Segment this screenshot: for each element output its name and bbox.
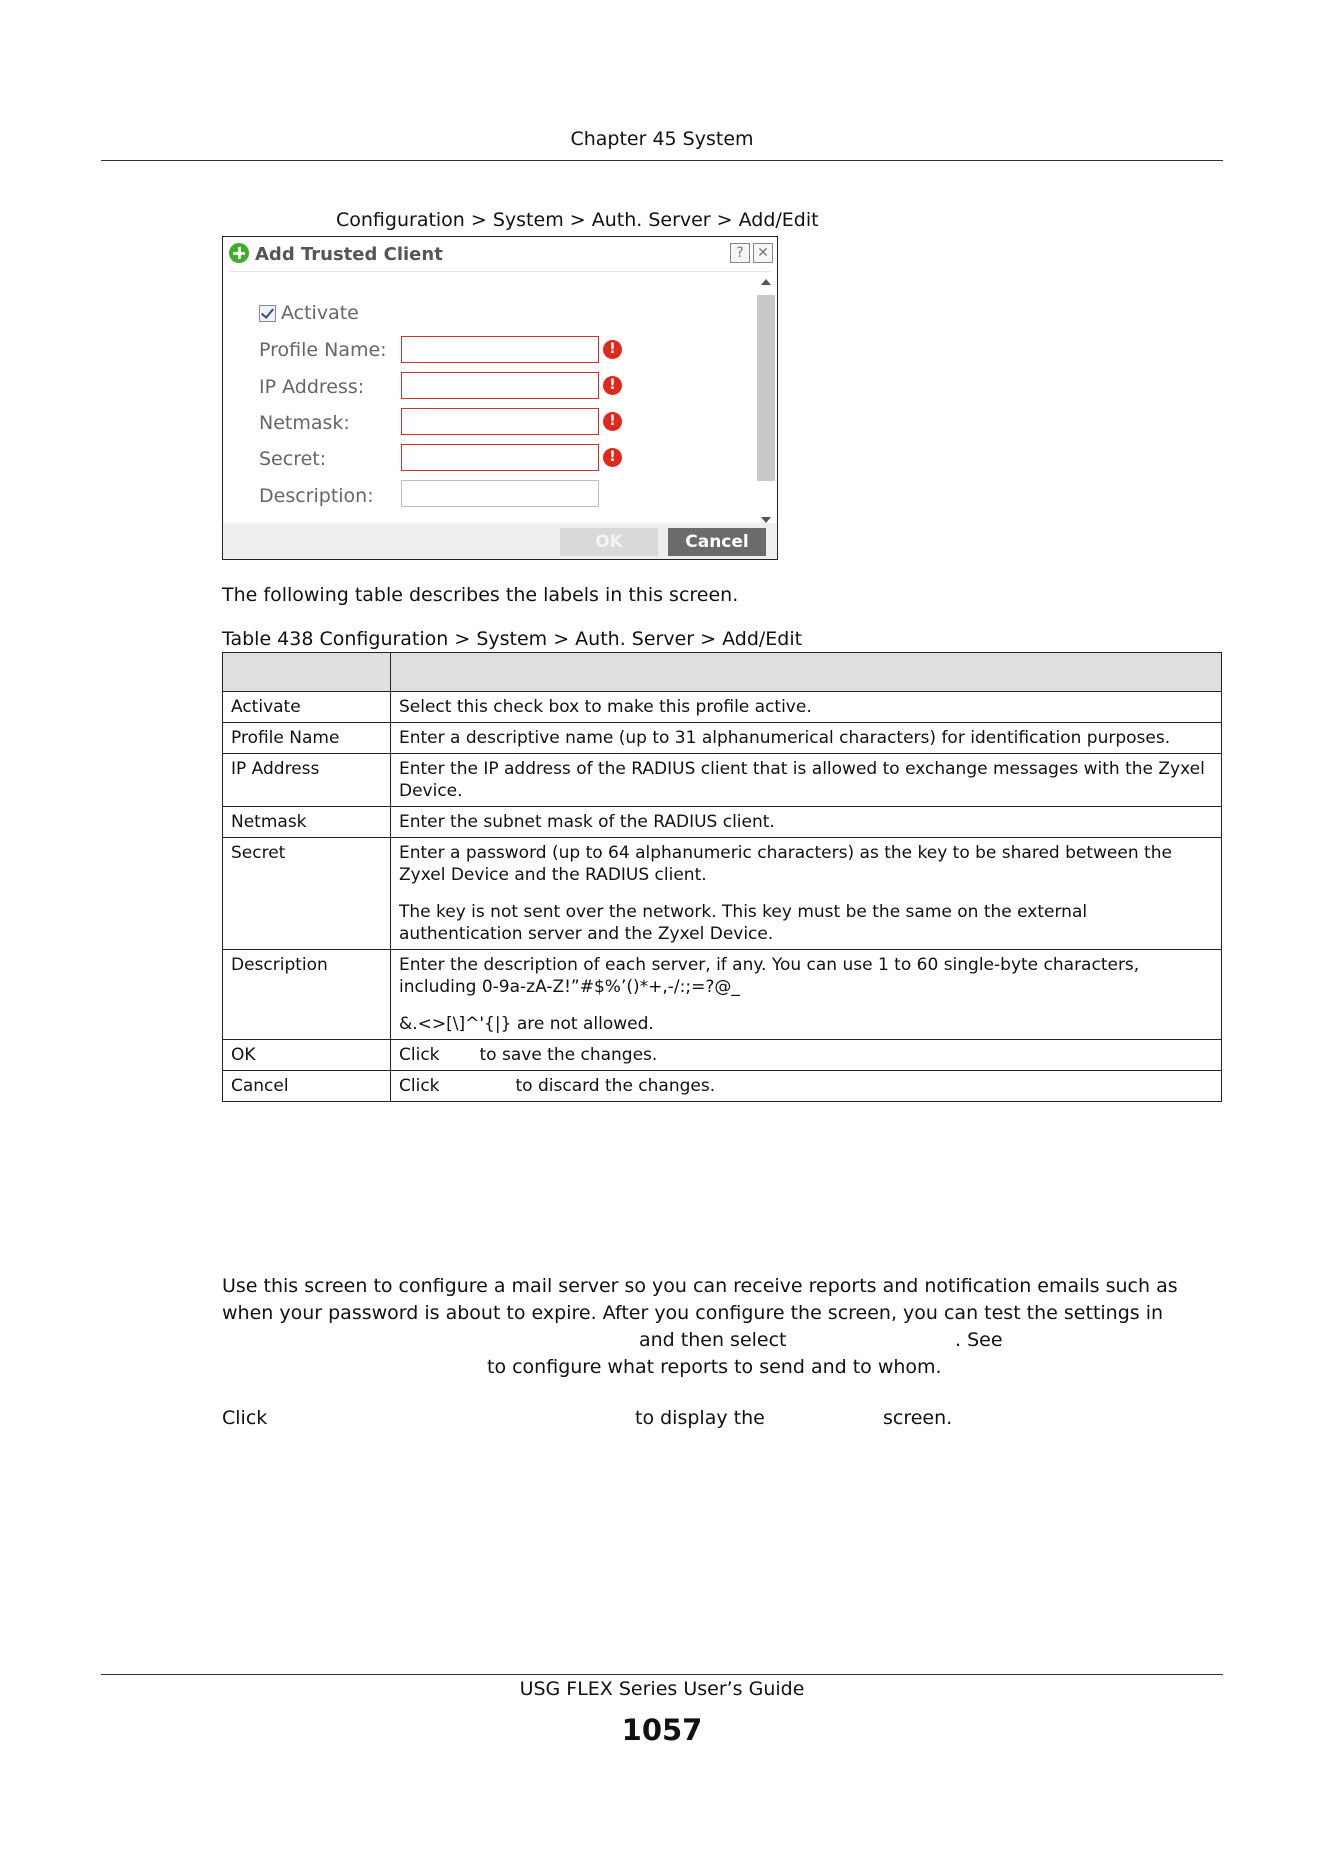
row-label: Netmask (223, 807, 391, 838)
table-caption: Table 438 Configuration > System > Auth. Server > Add/Edit (222, 628, 803, 650)
add-plus-icon (229, 243, 249, 263)
table-row (223, 754, 1222, 807)
table-header-label (223, 653, 391, 692)
add-trusted-client-dialog (222, 236, 778, 560)
cancel-button[interactable]: Cancel (668, 528, 766, 556)
body-line: Use this screen to configure a mail server so you can receive reports and notification emails such as (222, 1275, 1178, 1297)
dialog-title: Add Trusted Client (255, 244, 443, 265)
help-icon[interactable]: ? (730, 243, 750, 263)
row-label: IP Address (223, 754, 391, 807)
description-paragraph: Enter the subnet mask of the RADIUS client. (399, 812, 775, 832)
scroll-thumb[interactable] (757, 295, 775, 481)
page-number: 1057 (621, 1713, 703, 1747)
description-paragraph (399, 1075, 1213, 1097)
ip-address-input[interactable] (401, 372, 599, 399)
ip-address-label: IP Address: (259, 376, 365, 398)
netmask-label: Netmask: (259, 412, 350, 434)
row-label: OK (223, 1040, 391, 1071)
row-label: Description (223, 950, 391, 1040)
labels-table (222, 652, 1222, 1102)
click-instruction: screen. (883, 1407, 953, 1429)
click-instruction: Click (222, 1407, 268, 1429)
table-row (223, 1040, 1222, 1071)
table-row (223, 1071, 1222, 1102)
dialog-divider (229, 271, 771, 272)
secret-label: Secret: (259, 448, 327, 470)
activate-label: Activate (281, 302, 359, 324)
description-paragraph: Enter a password (up to 64 alphanumeric characters) as the key to be shared between the Zyxel Device and the RADIUS client. (399, 843, 1172, 885)
figure-caption: Configuration > System > Auth. Server > Add/Edit (336, 209, 819, 231)
description-paragraph: Select this check box to make this profile active. (399, 697, 812, 717)
body-line: to configure what reports to send and to whom. (487, 1356, 942, 1378)
activate-checkbox[interactable] (259, 305, 276, 322)
ip-address-error-icon: ! (603, 376, 622, 395)
table-row (223, 692, 1222, 723)
description-paragraph: &.<>[\]^'{|} are not allowed. (399, 1014, 654, 1034)
description-text: to discard the changes. (515, 1076, 716, 1096)
row-label: Secret (223, 838, 391, 950)
row-description (391, 692, 1222, 723)
row-label: Cancel (223, 1071, 391, 1102)
description-paragraph: The key is not sent over the network. This key must be the same on the external authentication server and the Zyxel Device. (399, 902, 1088, 944)
row-description (391, 950, 1222, 1040)
scroll-up-arrow-icon[interactable] (761, 279, 771, 285)
row-description (391, 838, 1222, 950)
close-icon[interactable]: ✕ (753, 243, 773, 263)
table-row (223, 838, 1222, 950)
description-text: Click (399, 1045, 440, 1065)
secret-error-icon: ! (603, 448, 622, 467)
row-description (391, 754, 1222, 807)
description-paragraph: Enter the description of each server, if any. You can use 1 to 60 single-byte characters, including 0-9a-zA-Z!”#$%’()*+,-/:;=?@_ (399, 955, 1140, 997)
description-paragraph (399, 1044, 1213, 1066)
profile-name-error-icon: ! (603, 340, 622, 359)
click-instruction: to display the (635, 1407, 765, 1429)
table-row (223, 950, 1222, 1040)
description-text: to save the changes. (479, 1045, 658, 1065)
footer-guide-title: USG FLEX Series User’s Guide (519, 1678, 805, 1700)
dialog-scrollbar[interactable] (757, 279, 775, 523)
footer-rule (101, 1674, 1223, 1675)
secret-input[interactable] (401, 444, 599, 471)
dialog-footer (223, 523, 777, 559)
intro-text: The following table describes the labels in this screen. (222, 584, 739, 606)
table-row (223, 723, 1222, 754)
row-description (391, 807, 1222, 838)
body-line: . See (955, 1329, 1003, 1351)
row-description (391, 1040, 1222, 1071)
description-input[interactable] (401, 480, 599, 507)
description-text: Click (399, 1076, 440, 1096)
table-header-description (391, 653, 1222, 692)
dialog-title-bar (223, 237, 777, 271)
header-rule (101, 160, 1223, 161)
netmask-input[interactable] (401, 408, 599, 435)
ok-button[interactable]: OK (560, 528, 658, 556)
table-header-row (223, 653, 1222, 692)
row-label: Activate (223, 692, 391, 723)
description-paragraph: Enter a descriptive name (up to 31 alphanumerical characters) for identification purposes. (399, 728, 1171, 748)
body-line: and then select (639, 1329, 787, 1351)
table-row (223, 807, 1222, 838)
chapter-header: Chapter 45 System (570, 128, 754, 150)
row-description (391, 1071, 1222, 1102)
netmask-error-icon: ! (603, 412, 622, 431)
body-line: when your password is about to expire. After you configure the screen, you can test the settings in (222, 1302, 1164, 1324)
profile-name-input[interactable] (401, 336, 599, 363)
description-label: Description: (259, 485, 374, 507)
description-paragraph: Enter the IP address of the RADIUS client that is allowed to exchange messages with the Zyxel Device. (399, 759, 1205, 801)
row-description (391, 723, 1222, 754)
profile-name-label: Profile Name: (259, 339, 387, 361)
row-label: Profile Name (223, 723, 391, 754)
